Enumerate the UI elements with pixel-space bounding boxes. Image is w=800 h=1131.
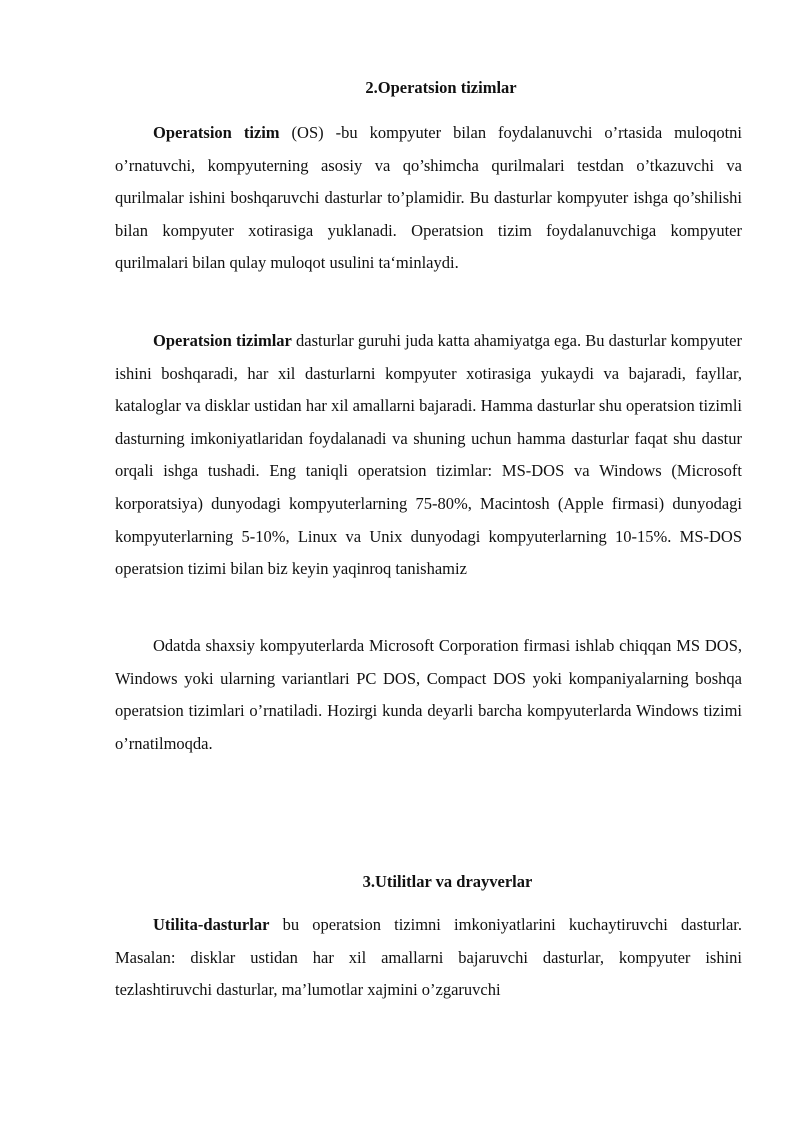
section-heading-operating-systems: 2.Operatsion tizimlar bbox=[365, 78, 517, 97]
paragraph-os-importance bbox=[115, 325, 742, 586]
paragraph-os-installed bbox=[115, 630, 742, 760]
paragraph-lead-term: Operatsion tizimlar bbox=[153, 331, 292, 350]
paragraph-body: (OS) -bu kompyuter bilan foydalanuvchi o’rtasida muloqotni o’rnatuvchi, kompyuterning asosiy va qo’shimcha qurilmalari testdan o’tkazuvchi va qurilmalar ishini boshqaruvchi dasturlar to’plamidir. Bu dasturlar kompyuter ishga qo’shilishi bilan kompyuter xotirasiga yuklanadi. Operatsion tizim foydalanuvchiga kompyuter qurilmalari bilan qulay muloqot usulini ta‘minlaydi. bbox=[115, 123, 742, 273]
paragraph-body: bu operatsion tizimni imkoniyatlarini kuchaytiruvchi dasturlar. Masalan: disklar ustidan har xil amallarni bajaruvchi dasturlar, kompyuter ishini tezlashtiruvchi dasturlar, ma’lumotlar xajmini o’zgaruvchi bbox=[115, 915, 742, 1000]
paragraph-utilities-definition bbox=[115, 909, 742, 1007]
paragraph-lead-term: Operatsion tizim bbox=[153, 123, 280, 142]
paragraph-lead-term: Utilita-dasturlar bbox=[153, 915, 270, 934]
paragraph-body: Odatda shaxsiy kompyuterlarda Microsoft Corporation firmasi ishlab chiqqan MS DOS, Windows yoki ularning variantlari PC DOS, Compact DOS yoki kompaniyalarning boshqa operatsion tizimlari o’rnatiladi. Hozirgi kunda deyarli barcha kompyuterlarda Windows tizimi o’rnatilmoqda. bbox=[115, 636, 742, 753]
paragraph-os-definition bbox=[115, 117, 742, 280]
paragraph-body: dasturlar guruhi juda katta ahamiyatga ega. Bu dasturlar kompyuter ishini boshqaradi, har xil dasturlarni kompyuter xotirasiga yukaydi va bajaradi, fayllar, kataloglar va disklar ustidan har xil amallarni bajaradi. Hamma dasturlar shu operatsion tizimli dasturning imkoniyatlaridan foydalanadi va shuning uchun hamma dasturlar faqat shu dastur orqali ishga tushadi. Eng taniqli operatsion tizimlar: MS-DOS va Windows (Microsoft korporatsiya) dunyodagi kompyuterlarning 75-80%, Macintosh (Apple firmasi) dunyodagi kompyuterlarning 5-10%, Linux va Unix dunyodagi kompyuterlarning 10-15%. MS-DOS operatsion tizimi bilan biz keyin yaqinroq tanishamiz bbox=[115, 331, 742, 579]
section-heading-utilities-drivers: 3.Utilitlar va drayverlar bbox=[362, 872, 533, 891]
